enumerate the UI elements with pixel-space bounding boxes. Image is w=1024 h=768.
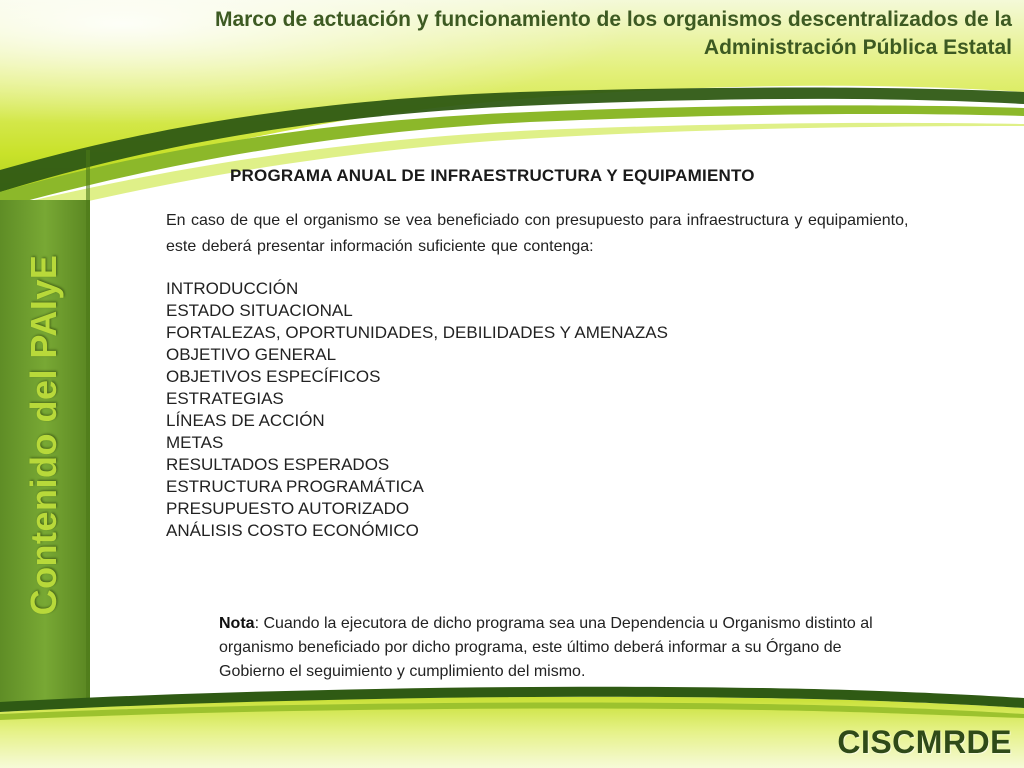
slide-content bbox=[166, 166, 926, 542]
side-section-label: Contenido del PAIyE bbox=[23, 254, 64, 616]
brand-label: CISCMRDE bbox=[837, 724, 1012, 760]
note-text: : Cuando la ejecutora de dicho programa sea una Dependencia u Organismo distinto al organismo beneficiado por dicho programa, este último deberá informar a su Órgano de Gobierno el seguimiento y cumplimiento del mismo. bbox=[219, 615, 873, 680]
slide-title-line-2: Administración Pública Estatal bbox=[703, 36, 1012, 59]
list-item: ESTADO SITUACIONAL bbox=[166, 301, 353, 320]
list-item: OBJETIVOS ESPECÍFICOS bbox=[166, 367, 381, 386]
content-items-list bbox=[166, 278, 926, 542]
intro-paragraph: En caso de que el organismo se vea beneficiado con presupuesto para infraestructura y equipamiento, este deberá presentar información suficiente que contenga: bbox=[166, 212, 909, 255]
slide-title bbox=[22, 6, 1012, 62]
list-item: ANÁLISIS COSTO ECONÓMICO bbox=[166, 521, 419, 540]
program-title: PROGRAMA ANUAL DE INFRAESTRUCTURA Y EQUIPAMIENTO bbox=[230, 166, 755, 185]
note-label: Nota bbox=[219, 615, 255, 632]
slide-title-line-1: Marco de actuación y funcionamiento de los organismos descentralizados de la bbox=[214, 8, 1012, 31]
list-item: ESTRUCTURA PROGRAMÁTICA bbox=[166, 477, 424, 496]
list-item: METAS bbox=[166, 433, 224, 452]
list-item: LÍNEAS DE ACCIÓN bbox=[166, 411, 325, 430]
note-paragraph bbox=[219, 612, 879, 684]
list-item: PRESUPUESTO AUTORIZADO bbox=[166, 499, 410, 518]
list-item: FORTALEZAS, OPORTUNIDADES, DEBILIDADES Y AMENAZAS bbox=[166, 323, 668, 342]
list-item: INTRODUCCIÓN bbox=[166, 279, 299, 298]
list-item: RESULTADOS ESPERADOS bbox=[166, 455, 390, 474]
list-item: OBJETIVO GENERAL bbox=[166, 345, 337, 364]
list-item: ESTRATEGIAS bbox=[166, 389, 284, 408]
